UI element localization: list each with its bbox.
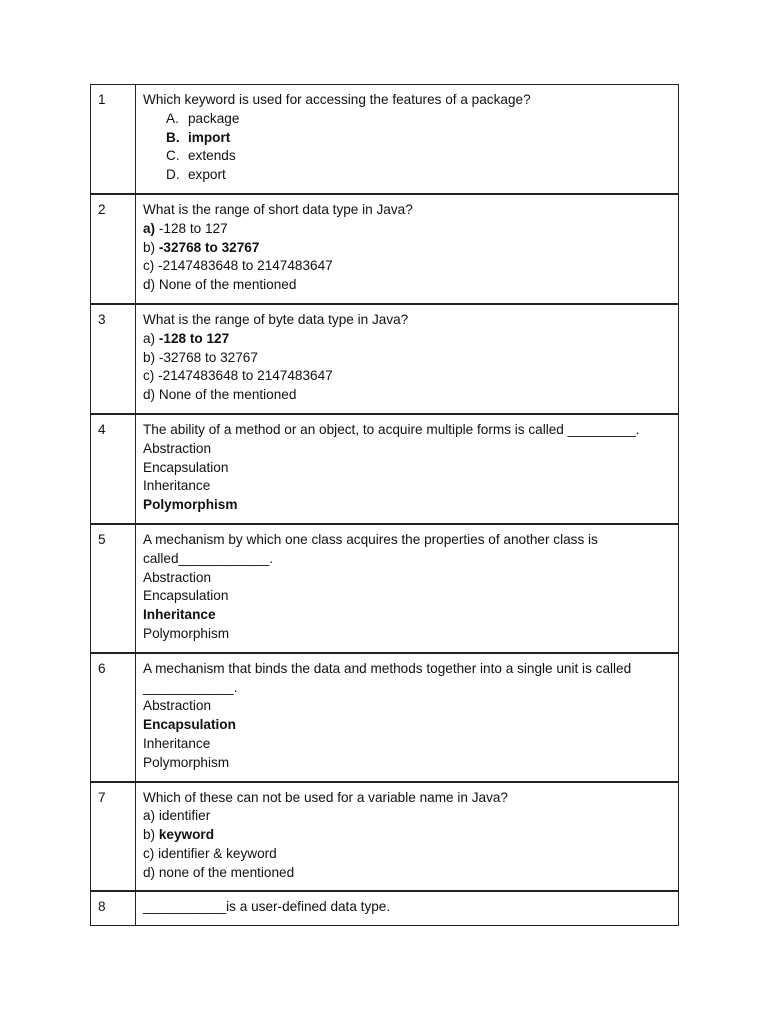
question-row-2 — [91, 194, 679, 304]
option-b-correct — [143, 826, 671, 845]
option-text-correct: Polymorphism — [143, 497, 238, 513]
question-text: The ability of a method or an object, to acquire multiple forms is called _________. — [143, 421, 640, 437]
option-text: identifier — [158, 808, 211, 824]
option-letter: a) — [143, 220, 159, 236]
question-text: ___________is a user-defined data type. — [143, 899, 391, 915]
question-row-6 — [91, 653, 679, 782]
question-row-1 — [91, 85, 679, 194]
question-number: 7 — [91, 782, 136, 892]
option-text: Encapsulation — [143, 459, 229, 475]
option-text: keyword — [158, 827, 215, 843]
option-d — [143, 276, 671, 295]
option-letter: a) — [143, 330, 159, 346]
option-text: Inheritance — [143, 478, 211, 494]
option-text: -2147483648 to 2147483647 — [158, 368, 333, 384]
option-a — [143, 110, 671, 129]
question-text: What is the range of short data type in Java? — [143, 201, 413, 217]
option-letter: A. — [166, 110, 179, 126]
option-c — [143, 147, 671, 166]
option-text: None of the mentioned — [158, 387, 297, 403]
question-cell — [136, 891, 679, 925]
option-letter: d) — [143, 864, 159, 880]
question-number: 2 — [91, 194, 136, 304]
option-text: -2147483648 to 2147483647 — [158, 258, 333, 274]
option-b — [143, 349, 671, 368]
quiz-table — [90, 84, 679, 926]
option-text: package — [188, 110, 240, 126]
question-row-4 — [91, 414, 679, 524]
question-text: What is the range of byte data type in Java? — [143, 311, 409, 327]
question-number: 8 — [91, 891, 136, 925]
option-d — [143, 386, 671, 405]
question-row-5 — [91, 524, 679, 653]
option-letter: b) — [143, 239, 159, 255]
question-number: 4 — [91, 414, 136, 524]
question-cell — [136, 414, 679, 524]
option-letter: c) — [143, 368, 159, 384]
option-d — [143, 166, 671, 185]
question-number: 6 — [91, 653, 136, 782]
question-cell — [136, 194, 679, 304]
option-letter: a) — [143, 808, 159, 824]
option-letter: c) — [143, 258, 159, 274]
option-d — [143, 864, 671, 883]
question-row-3 — [91, 304, 679, 414]
option-letter: B. — [166, 129, 180, 145]
option-text: -32768 to 32767 — [158, 239, 260, 255]
question-cell — [136, 653, 679, 782]
option-a — [143, 220, 671, 239]
option-a — [143, 807, 671, 826]
question-text: A mechanism by which one class acquires the properties of another class is called____________. — [143, 531, 598, 566]
question-text: A mechanism that binds the data and methods together into a single unit is called ____________. — [143, 660, 632, 695]
option-text: None of the mentioned — [158, 277, 297, 293]
option-b-correct — [143, 129, 671, 148]
option-text: -128 to 127 — [158, 330, 230, 346]
option-text: -128 to 127 — [158, 220, 228, 236]
option-text: import — [188, 129, 231, 145]
question-row-8 — [91, 891, 679, 925]
option-letter: c) — [143, 845, 159, 861]
option-text: Encapsulation — [143, 588, 229, 604]
option-text: -32768 to 32767 — [158, 349, 258, 365]
option-text: Abstraction — [143, 440, 212, 456]
option-letter: b) — [143, 349, 159, 365]
option-letter: D. — [166, 167, 180, 183]
question-cell — [136, 782, 679, 892]
option-a-correct — [143, 330, 671, 349]
option-text: identifier & keyword — [158, 845, 277, 861]
option-c — [143, 257, 671, 276]
option-letter: C. — [166, 148, 180, 164]
option-letter: d) — [143, 387, 159, 403]
option-text: extends — [188, 148, 236, 164]
option-text: export — [188, 167, 226, 183]
option-text: Polymorphism — [143, 754, 230, 770]
option-letter: d) — [143, 277, 159, 293]
question-row-7 — [91, 782, 679, 892]
question-cell — [136, 304, 679, 414]
question-number: 1 — [91, 85, 136, 194]
option-letter: b) — [143, 827, 159, 843]
option-text-correct: Inheritance — [143, 607, 216, 623]
option-c — [143, 367, 671, 386]
option-b-correct — [143, 239, 671, 258]
option-c — [143, 845, 671, 864]
question-cell — [136, 85, 679, 194]
option-text: Abstraction — [143, 698, 212, 714]
question-number: 3 — [91, 304, 136, 414]
question-number: 5 — [91, 524, 136, 653]
quiz-table-body — [91, 85, 679, 926]
question-cell — [136, 524, 679, 653]
option-text: Inheritance — [143, 735, 211, 751]
option-text-correct: Encapsulation — [143, 717, 236, 733]
question-text: Which keyword is used for accessing the features of a package? — [143, 92, 531, 107]
option-text: Abstraction — [143, 569, 212, 585]
option-text: none of the mentioned — [158, 864, 295, 880]
question-text: Which of these can not be used for a variable name in Java? — [143, 789, 508, 805]
option-text: Polymorphism — [143, 625, 230, 641]
